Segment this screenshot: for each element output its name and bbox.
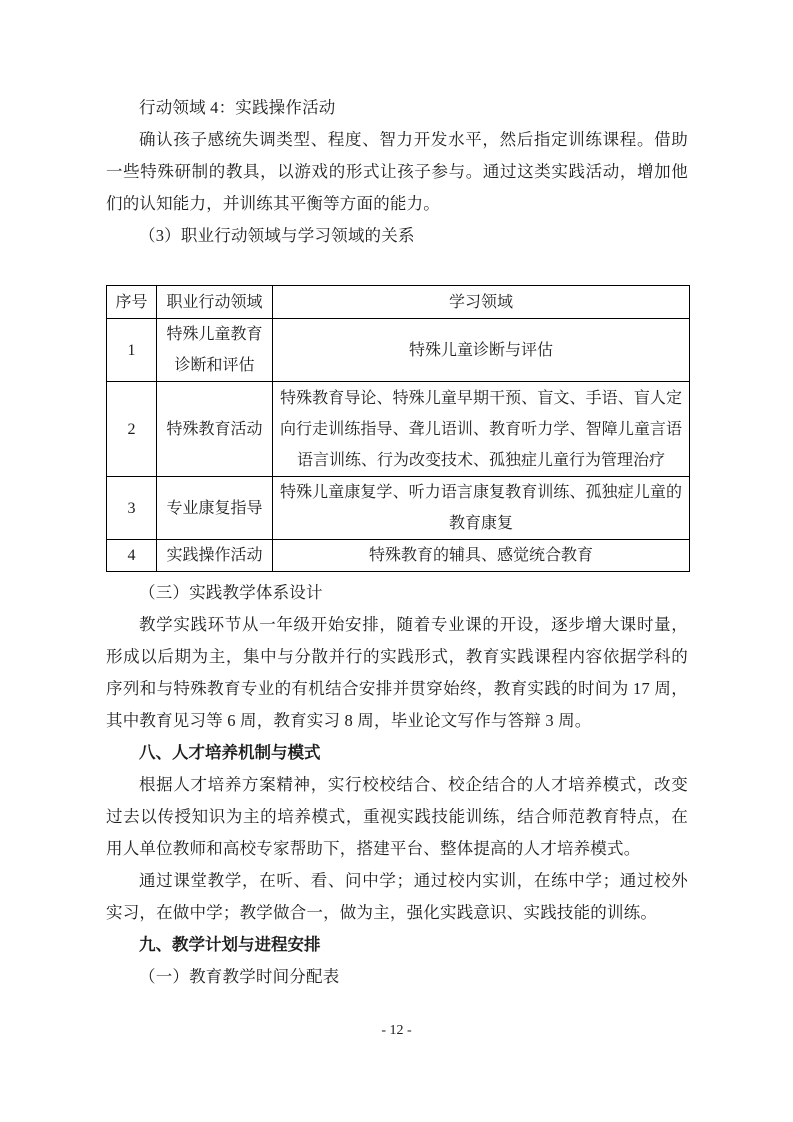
cell-learning-field: 特殊儿童康复学、听力语言康复教育训练、孤独症儿童的教育康复 [273,477,690,540]
cell-learning-field: 特殊儿童诊断与评估 [273,319,690,382]
cell-number: 2 [107,382,157,477]
page-content [106,92,688,993]
heading-section-eight: 八、人才培养机制与模式 [139,743,321,762]
cell-number: 3 [107,477,157,540]
header-cell-action-domain: 职业行动领域 [157,286,273,319]
table-row [107,319,690,382]
header-cell-number: 序号 [107,286,157,319]
cell-learning-field: 特殊教育的辅具、感觉统合教育 [273,540,690,572]
table-row [107,477,690,540]
cell-action-domain: 实践操作活动 [157,540,273,572]
section-eight-paragraph-1: 根据人才培养方案精神，实行校校结合、校企结合的人才培养模式，改变过去以传授知识为主的培养模式，重视实践技能训练，结合师范教育特点，在用人单位教师和高校专家帮助下，搭建平台、整体提高的人才培养模式。 [106,775,688,858]
relation-table [106,285,690,572]
action-domain-4-line: 行动领域 4：实践操作活动 [139,98,336,117]
section-eight-paragraph-2: 通过课堂教学，在听、看、问中学；通过校内实训，在练中学；通过校外实习，在做中学；教学做合一，做为主，强化实践意识、实践技能的训练。 [106,871,688,922]
relation-line: （3）职业行动领域与学习领域的关系 [139,226,415,245]
cell-number: 1 [107,319,157,382]
cell-learning-field: 特殊教育导论、特殊儿童早期干预、盲文、手语、盲人定向行走训练指导、聋儿语训、教育听力学、智障儿童言语语言训练、行为改变技术、孤独症儿童行为管理治疗 [273,382,690,477]
page-number: - 12 - [381,1023,412,1038]
heading-section-nine: 九、教学计划与进程安排 [139,935,321,954]
table-row [107,540,690,572]
cell-action-domain: 特殊教育活动 [157,382,273,477]
section-practice-title: （三）实践教学体系设计 [139,583,323,602]
cell-action-domain: 特殊儿童教育诊断和评估 [157,319,273,382]
table-row [107,382,690,477]
cell-number: 4 [107,540,157,572]
section-nine-subline: （一）教育教学时间分配表 [139,967,340,986]
table-header-row [107,286,690,319]
cell-action-domain: 专业康复指导 [157,477,273,540]
confirm-paragraph: 确认孩子感统失调类型、程度、智力开发水平，然后指定训练课程。借助一些特殊研制的教具，以游戏的形式让孩子参与。通过这类实践活动，增加他们的认知能力，并训练其平衡等方面的能力。 [106,130,688,213]
header-cell-learning-field: 学习领域 [273,286,690,319]
section-practice-paragraph: 教学实践环节从一年级开始安排，随着专业课的开设，逐步增大课时量，形成以后期为主，集中与分散并行的实践形式，教育实践课程内容依据学科的序列和与特殊教育专业的有机结合安排并贯穿始终，教育实践的时间为 17 周，其中教育见习等 6 周，教育实习 8 周，毕业论文写作与答辩 3 周。 [106,615,688,730]
